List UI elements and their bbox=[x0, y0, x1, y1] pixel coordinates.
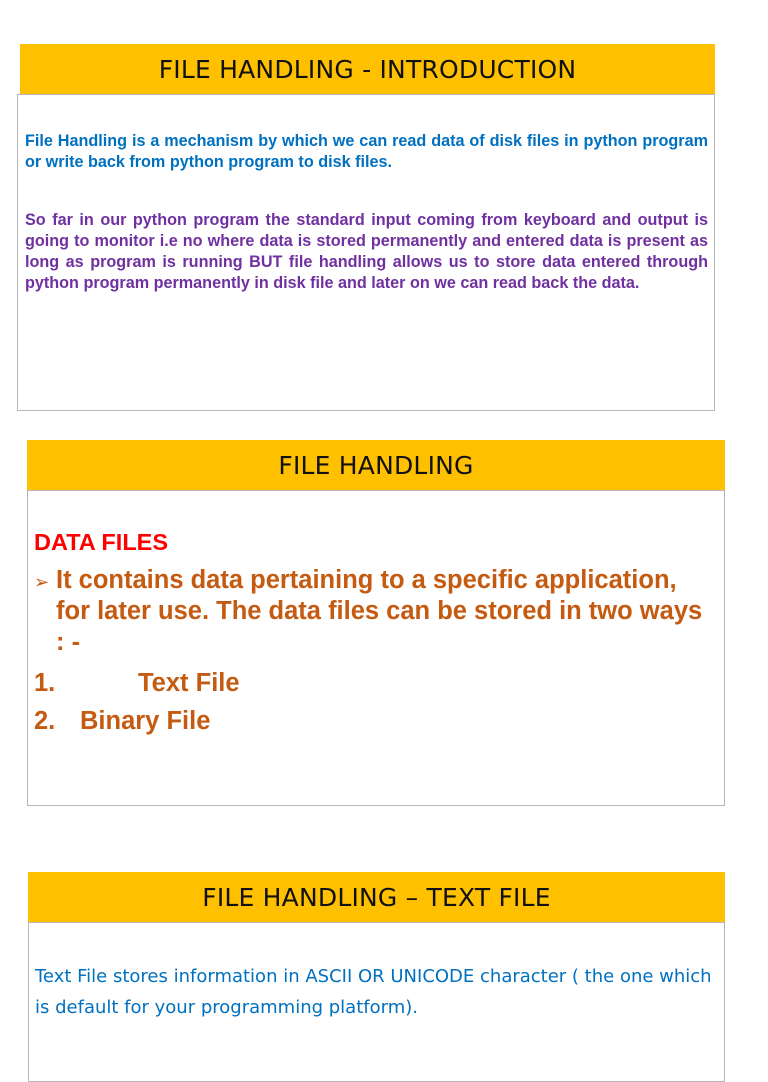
explanation-text-start: So far in our python program the standard input coming from keyboard and output is going to monitor i.e no where data is stored permanently and entered data is present as long as program is running bbox=[25, 211, 708, 271]
emphasis-but: BUT bbox=[249, 253, 283, 271]
explanation-text-end: file handling allows us to store data entered through python program permanently in disk file and later on we can read back the data. bbox=[25, 253, 708, 292]
list-label: Binary File bbox=[80, 707, 211, 735]
definition-paragraph: File Handling is a mechanism by which we can read data of disk files in python program or write back from python program to disk files. bbox=[25, 132, 708, 171]
slide-data-files bbox=[27, 440, 725, 806]
slide-introduction bbox=[17, 44, 715, 411]
slide-content bbox=[28, 922, 725, 1082]
list-item-text-file bbox=[34, 669, 240, 698]
bullet-text: It contains data pertaining to a specific application, for later use. The data files can be stored in two ways : - bbox=[56, 566, 703, 656]
section-heading: DATA FILES bbox=[34, 529, 169, 555]
list-item-binary-file bbox=[34, 707, 210, 736]
slide-text-file bbox=[28, 872, 725, 1032]
slide-title: FILE HANDLING – TEXT FILE bbox=[28, 872, 725, 922]
slide-title: FILE HANDLING bbox=[27, 440, 725, 490]
arrow-bullet-icon: ➢ bbox=[34, 572, 50, 593]
slide-content bbox=[27, 490, 725, 806]
list-label: Text File bbox=[138, 669, 240, 697]
slide-content bbox=[17, 94, 715, 411]
text-file-paragraph: Text File stores information in ASCII OR UNICODE character ( the one which is default for your programming platform). bbox=[35, 966, 712, 1018]
list-number: 2. bbox=[34, 707, 56, 735]
list-number: 1. bbox=[34, 669, 56, 697]
explanation-paragraph bbox=[25, 210, 708, 294]
bullet-point bbox=[34, 565, 704, 658]
slide-title: FILE HANDLING - INTRODUCTION bbox=[20, 44, 715, 94]
